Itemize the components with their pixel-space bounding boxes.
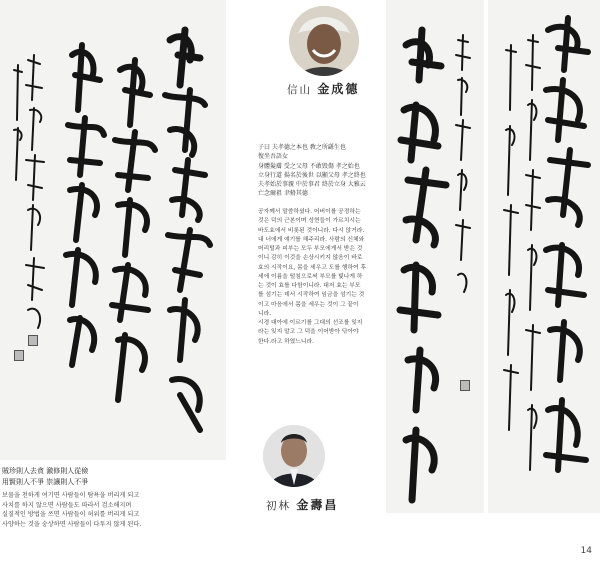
korean-line: 시경 대아에 이르기를 그대의 선조를 잊지 bbox=[258, 320, 363, 327]
hanja-line: 復坐吾語女 bbox=[258, 153, 289, 161]
page-number: 14 bbox=[580, 546, 592, 556]
left-calligraphy-artwork bbox=[0, 0, 226, 460]
korean-line: 를 섬기는 데서 시작하여 임금을 섬기는 것 bbox=[258, 292, 365, 299]
hanja-line: 亡念爾祖 聿脩其德 bbox=[258, 190, 308, 198]
hanja-line: 夫孝始於事親 中於事君 終於立身 大雅云 bbox=[258, 181, 366, 189]
artist-seal bbox=[460, 380, 470, 391]
bold-calligraphy-artwork bbox=[386, 0, 484, 513]
korean-line: 것은 덕의 근본이며 성현들이 가르치시는 bbox=[258, 218, 361, 225]
korean-line: 이고 마음에서 몸을 세우는 것이 그 끝이 bbox=[258, 301, 359, 308]
artist2-portrait bbox=[263, 425, 325, 487]
left-calligraphy-panel bbox=[0, 0, 226, 460]
left-poem-korean bbox=[2, 491, 232, 529]
korean-line: 는 것이 효를 다함이니라. 대저 효는 부모 bbox=[258, 283, 361, 290]
korean-line: 머리털과 피부는 모두 부모에게서 받은 것 bbox=[258, 246, 363, 253]
korean-line: 내 너에게 얘기를 해주리라. 사람의 신체와 bbox=[258, 236, 365, 243]
poem-line: 賊珍則人去貪 瀲修則人從儉 bbox=[2, 467, 89, 475]
korean-line: 실질적인 방법을 쓰면 사람들이 허위를 버리게 되고 bbox=[2, 511, 140, 519]
poem-line: 用賢則人不爭 崇讓則人不爭 bbox=[2, 477, 89, 486]
korean-line: 바도효에서 비롯된 것이니라. 다시 앉거라. bbox=[258, 227, 365, 234]
korean-line: 한다.라고 하였느니라. bbox=[258, 338, 314, 345]
artist1-name-prefix: 信山 bbox=[287, 84, 312, 96]
artist1-name bbox=[287, 80, 359, 97]
korean-line: 공자께서 말씀하셨다. 어버이를 공경하는 bbox=[258, 209, 361, 215]
cursive-calligraphy-artwork bbox=[488, 0, 600, 513]
korean-line: 세에 이름을 떨침으로써 부모를 빛나게 하 bbox=[258, 273, 363, 280]
hanja-line: 子曰 夫孝德之本也 敎之所繇生也 bbox=[258, 144, 346, 151]
korean-line: 사치를 하지 않으면 사람들도 따라서 검소해지며 bbox=[2, 501, 132, 509]
artist1-name-main: 金成德 bbox=[317, 82, 360, 96]
artist2-name-main: 金壽昌 bbox=[296, 498, 339, 512]
artist2-name-prefix: 初林 bbox=[266, 500, 291, 512]
korean-line: 이니 감히 이것을 손상시키지 않음이 바로 bbox=[258, 255, 363, 262]
artist2-name bbox=[266, 496, 338, 513]
right-calligraphy-panel-1 bbox=[386, 0, 484, 513]
artist-seal bbox=[28, 335, 38, 346]
artist1-portrait bbox=[289, 6, 359, 76]
korean-line: 사양하는 것을 숭상하면 사람들이 다투지 않게 된다. bbox=[2, 520, 142, 528]
hanja-text-block bbox=[258, 143, 384, 199]
hanja-line: 立身行道 揚名於後世 以顯父母 孝之終也 bbox=[258, 171, 366, 179]
artist-seal bbox=[14, 350, 24, 361]
left-poem-hanja bbox=[2, 466, 222, 487]
hanja-line: 身體髮膚 受之父母 不敢毁傷 孝之始也 bbox=[258, 162, 360, 170]
korean-line: 보물을 천하게 여기면 사람들이 탐욕을 버리게 되고 bbox=[2, 492, 140, 499]
korean-line: 니라. bbox=[258, 310, 272, 317]
right-calligraphy-panel-2 bbox=[488, 0, 600, 513]
korean-translation-block bbox=[258, 208, 384, 347]
korean-line: 라는 잊지 말고 그 덕을 이어받아 닦아야 bbox=[258, 329, 359, 336]
korean-line: 효의 시작이요, 몸을 세우고 도를 행하여 후 bbox=[258, 264, 367, 271]
